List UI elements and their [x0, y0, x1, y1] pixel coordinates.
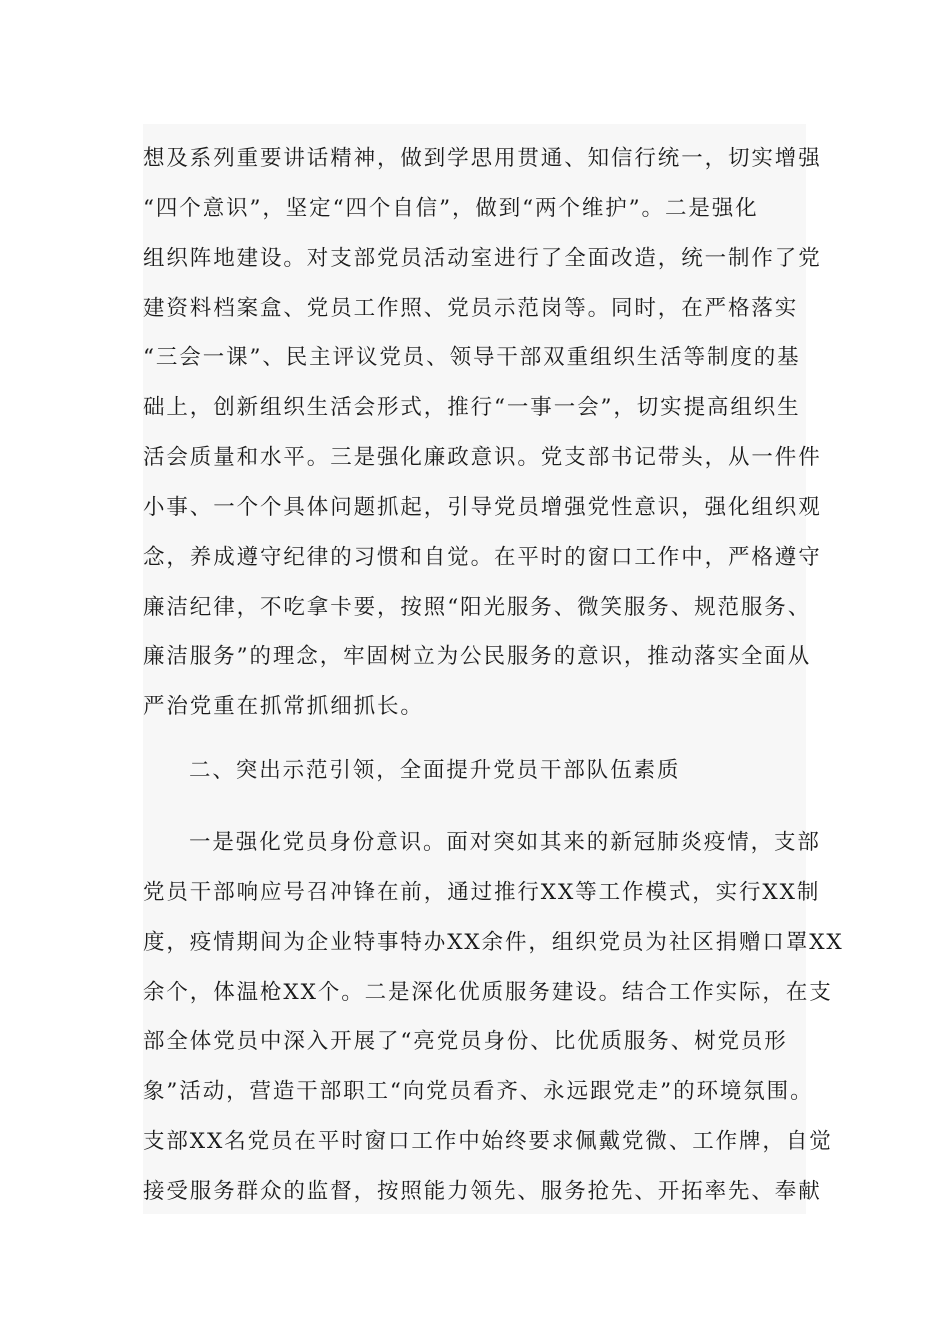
paragraph-line: “四个意识”，坚定“四个自信”，做到“两个维护”。二是强化 — [143, 196, 759, 221]
paragraph-line: 廉洁服务”的理念，牢固树立为公民服务的意识，推动落实全面从 — [143, 644, 812, 669]
paragraph-line: 部全体党员中深入开展了“亮党员身份、比优质服务、树党员形 — [143, 1029, 788, 1054]
paragraph-line: 础上，创新组织生活会形式，推行“一事一会”，切实提高组织生 — [143, 395, 801, 420]
paragraph-line: 接受服务群众的监督，按照能力领先、服务抢先、开拓率先、奉献 — [143, 1179, 822, 1204]
paragraph-line: 严治党重在抓常抓细抓长。 — [143, 694, 424, 719]
section-heading: 二、突出示范引领，全面提升党员干部队伍素质 — [189, 758, 681, 783]
paragraph-line: 度，疫情期间为企业特事特办XX余件，组织党员为社区捐赠口罩XX — [143, 930, 844, 955]
paragraph-line: 象”活动，营造干部职工“向党员看齐、永远跟党走”的环境氛围。 — [143, 1079, 814, 1104]
paragraph-line: 支部XX名党员在平时窗口工作中始终要求佩戴党微、工作牌，自觉 — [143, 1129, 833, 1154]
paragraph-line: 党员干部响应号召冲锋在前，通过推行XX等工作模式，实行XX制 — [143, 880, 821, 905]
paragraph-line: “三会一课”、民主评议党员、领导干部双重组织生活等制度的基 — [143, 345, 801, 370]
paragraph-line: 廉洁纪律，不吃拿卡要，按照“阳光服务、微笑服务、规范服务、 — [143, 595, 812, 620]
paragraph-line: 组织阵地建设。对支部党员活动室进行了全面改造，统一制作了党 — [143, 246, 822, 271]
paragraph-line: 余个，体温枪XX个。二是深化优质服务建设。结合工作实际，在支 — [143, 980, 833, 1005]
document-body — [143, 124, 844, 1214]
paragraph-line: 活会质量和水平。三是强化廉政意识。党支部书记带头，从一件件 — [143, 445, 822, 470]
paragraph-line: 念，养成遵守纪律的习惯和自觉。在平时的窗口工作中，严格遵守 — [143, 545, 822, 570]
paragraph-line: 想及系列重要讲话精神，做到学思用贯通、知信行统一，切实增强 — [143, 146, 822, 171]
paragraph-line: 小事、一个个具体问题抓起，引导党员增强党性意识，强化组织观 — [143, 495, 822, 520]
paragraph-line: 一是强化党员身份意识。面对突如其来的新冠肺炎疫情，支部 — [189, 830, 821, 855]
paragraph-line: 建资料档案盒、党员工作照、党员示范岗等。同时，在严格落实 — [143, 296, 799, 321]
